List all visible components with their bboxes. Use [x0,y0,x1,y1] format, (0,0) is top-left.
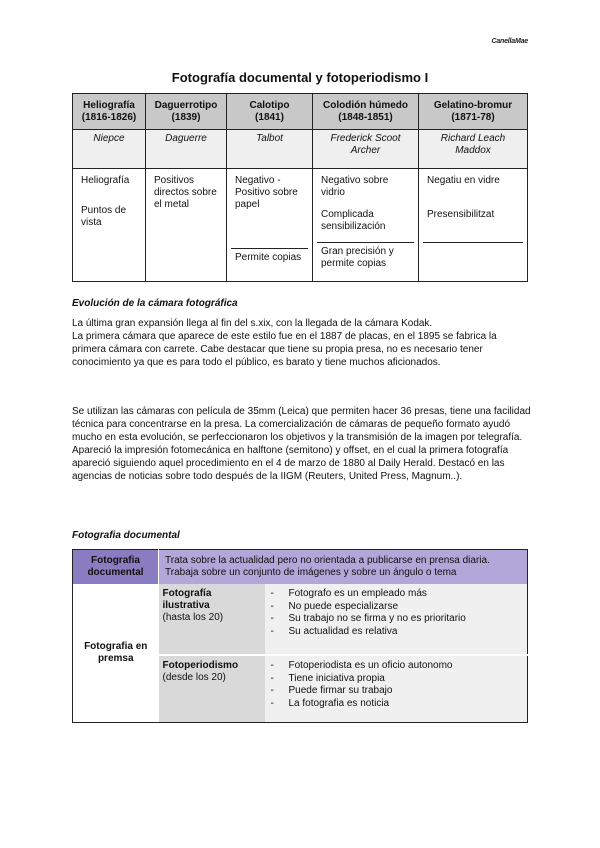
cell-text: Negatiu en vidre [427,175,500,186]
paragraph-line: La última gran expansión llega al fin del s.xix, con la llegada de la cámara Kodak. [72,318,433,329]
section-heading-documentary: Fotografia documental [72,530,180,541]
table-header-row [73,550,528,585]
list-item [271,673,522,686]
cell-text: Presensibilitzat [427,209,495,220]
photography-processes-table [72,93,528,282]
list-item-text: Su actualidad es relativa [288,625,398,637]
list-item-text: Fotoperiodista es un oficio autonomo [288,660,453,671]
daguerrotipo-cell [146,169,227,282]
heliografia-cell [73,169,146,282]
dash-bullet-icon: - [270,672,274,684]
column-name: Calotipo [249,99,290,111]
colodion-cell [313,169,419,282]
list-item-text: No puede especializarse [288,600,399,612]
author-cell: Niepce [73,130,146,169]
cell-text: Heliografía [81,175,130,186]
subtype-period: (desde los 20) [162,672,226,683]
paragraph-text: La primera cámara que aparece de este estilo fue en el 1887 de placas, en el 1895 se fabrica la primera cámara con carrete. Cabe destacar que tiene su propia presa, no es necesario tener conocimiento ya que es para todo el público, es barato y tiene muchos aficionados. [72,331,497,368]
column-years: (1839) [171,111,201,123]
subtype-cell [159,584,265,655]
list-item [271,601,522,614]
list-item-text: Su trabajo no se firma y no es prioritario [288,613,466,624]
author-cell: Richard Leach Maddox [419,130,528,169]
dash-bullet-icon: - [270,588,274,599]
cell-text: Negativo - Positivo sobre papel [235,175,298,210]
characteristics-list [265,584,528,655]
list-item-text: Fotografo es un empleado más [288,588,427,599]
column-years: (1848-1851) [338,111,393,123]
list-item [271,626,522,639]
column-name: Heliografía [83,99,135,111]
subtype-cell [159,655,265,723]
table-header-row [73,94,528,130]
cell-text: Puntos de vista [81,205,127,228]
column-header [419,94,528,130]
characteristics-list [265,655,528,723]
table-row [73,169,528,282]
author-name: CanellaMae [491,38,528,45]
list-item [271,588,522,601]
dash-bullet-icon: - [270,697,274,709]
list-item [271,660,522,673]
column-years: (1841) [255,111,284,123]
column-years: (1871-78) [451,111,495,123]
paragraph-camera-evolution-1 [72,317,532,369]
author-cell: Frederick Scoot Archer [313,130,419,169]
cell-text: Permite copias [231,248,308,267]
column-header [227,94,313,130]
column-header [73,94,146,130]
dash-bullet-icon: - [270,600,274,612]
cell-text: Positivos directos sobre el metal [154,175,217,210]
dash-bullet-icon: - [270,660,274,671]
list-item-text: Puede firmar su trabajo [288,685,393,696]
subtype-title: Fotoperiodismo [162,660,239,671]
cell-text: Complicada sensibilización [321,209,386,232]
list-item [271,685,522,698]
list-item [271,613,522,626]
press-photography-label: Fotografia en premsa [73,584,159,723]
cell-text: Gran precisión y permite copias [317,242,414,273]
subtype-period: (hasta los 20) [162,612,224,623]
author-cell: Daguerre [146,130,227,169]
author-cell: Talbot [227,130,313,169]
list-item-text: Tiene iniciativa propia [288,672,385,684]
subtype-title: Fotografía ilustrativa [162,588,212,611]
page-title: Fotografía documental y fotoperiodismo I [171,70,429,85]
dash-bullet-icon: - [270,685,274,696]
documentary-photography-table [72,549,528,723]
calotipo-cell [227,169,313,282]
documentary-description: Trata sobre la actualidad pero no orientada a publicarse en prensa diaria. Trabaja sobre un conjunto de imágenes y sobre un ángulo o tema [159,550,528,585]
cell-empty [77,242,141,278]
column-header [146,94,227,130]
column-years: (1816-1826) [81,111,137,123]
section-heading-camera-evolution: Evolución de la cámara fotográfica [72,298,238,309]
paragraph-camera-evolution-2: Se utilizan las cámaras con película de 35mm (Leica) que permiten hacer 36 presas, tiene una facilidad técnica para concentrarse en la presa. La comercialización de cámaras de pequeño formato ayudó mucho en esta evolución, se perfeccionaron los objetivos y la transmisión de la imagen por telegrafía. Apareció la impresión fotomecánica en halftone (semitono) y offset, en el cual la primera fotografía apareció siguiendo aquel procedimiento en el 4 de marzo de 1880 al Daily Herald. Destacó en las agencias de noticias sobre todo después de la IIGM (Reuters, United Press, Magnum..). [72,406,531,482]
column-name: Daguerrotipo [154,99,218,111]
list-item [271,698,522,711]
cell-empty [423,242,523,273]
dash-bullet-icon: - [270,613,274,624]
gelatino-cell [419,169,528,282]
authors-row [73,130,528,169]
column-name: Colodión húmedo [323,99,408,111]
list-item-text: La fotografia es noticia [288,697,390,709]
table-row [73,584,528,655]
documentary-label: Fotografia documental [73,550,159,585]
column-header [313,94,419,130]
dash-bullet-icon: - [270,625,274,637]
column-name: Gelatino-bromur [433,99,513,111]
cell-text: Negativo sobre vidrio [321,175,389,198]
